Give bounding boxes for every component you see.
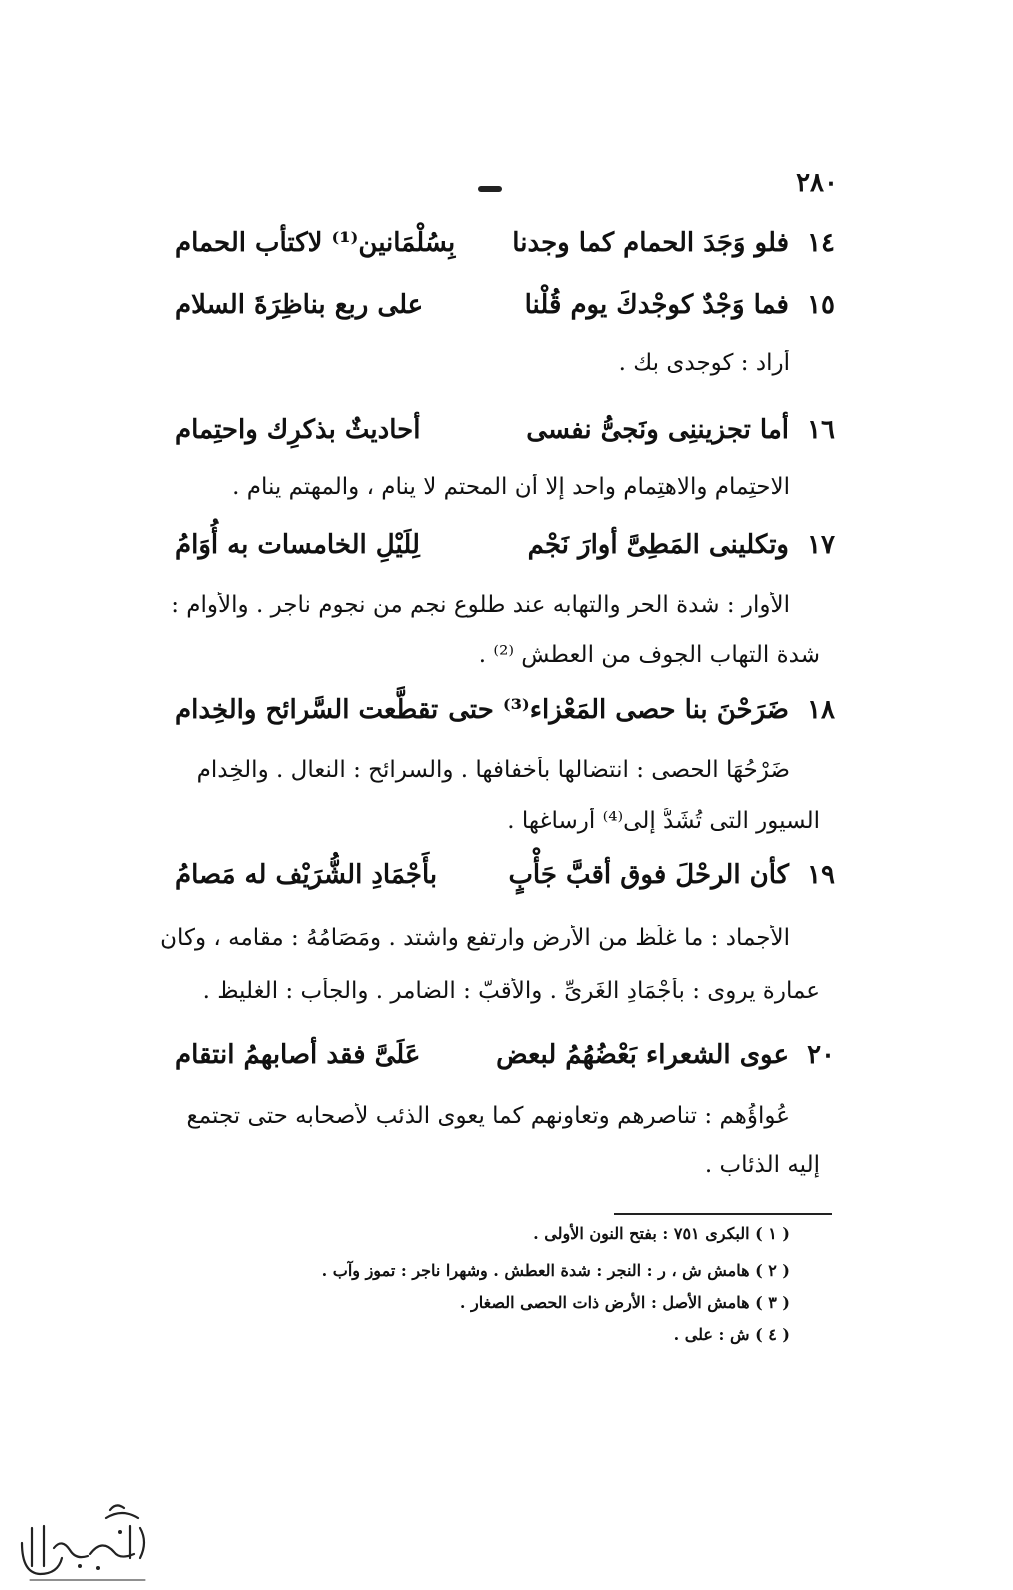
verse-number: ٢٠ — [807, 1040, 835, 1070]
verse-hemistich-first: أما تجزيننِى ونَجىُّ نفسى — [526, 415, 789, 445]
verse-hemistich-first: عوى الشعراء بَعْضُهُمُ لبعض — [496, 1040, 789, 1070]
footnote: ( ٤ ) ش : على . — [673, 1325, 790, 1344]
verse-hemistich-second: أحاديثٌ بذكرِك واحتِمام — [175, 415, 421, 445]
footnote: ( ٣ ) هامش الأصل : الأرض ذات الحصى الصغار . — [459, 1293, 790, 1312]
verse-line — [175, 695, 835, 739]
calligraphy-logo — [10, 1488, 160, 1588]
commentary-line: عمارة يروى : بأَجْمَادِ الغَرِىِّ . والأقبّ : الضامر . والجأْب : الغليظ . — [202, 978, 820, 1004]
verse-line — [175, 1040, 835, 1084]
verse-hemistich-first: فلو وَجَدَ الحمام كما وجدنا — [512, 228, 789, 258]
commentary-line: الاحتِمام والاهتِمام واحد إلا أن المحتم لا ينام ، والمهتم ينام . — [232, 474, 790, 500]
commentary-line: ضَرْحُهَا الحصى : انتضالها بأخفافها . والسرائح : النعال . والخِدام — [196, 757, 790, 783]
verse-number: ١٧ — [807, 530, 835, 560]
page-number: ٢٨٠ — [796, 168, 838, 198]
verse-number: ١٩ — [807, 860, 835, 890]
ornament-mark — [478, 186, 502, 192]
verse-number: ١٦ — [807, 415, 835, 445]
commentary-line: أراد : كوجدى بك . — [618, 350, 790, 376]
footnote-divider — [614, 1213, 832, 1215]
verse-hemistich-second: على ربع بناظِرَةَ السلام — [175, 290, 424, 320]
verse-hemistich-second: عَلَىَّ فقد أصابهمُ انتقام — [175, 1040, 421, 1070]
commentary-line: السيور التى تُشَدُّ إلى⁽⁴⁾ أرساغها . — [507, 808, 820, 834]
verse-line — [175, 860, 835, 904]
verse-line — [175, 530, 835, 574]
verse-hemistich-second: بِسُلْمَانين⁽¹⁾ لاكتأب الحمام — [175, 228, 456, 258]
footnote: ( ١ ) البكرى ٧٥١ : بفتح النون الأولى . — [533, 1224, 790, 1243]
commentary-line: عُواؤُهم : تناصرهم وتعاونهم كما يعوى الذئب لأصحابه حتى تجتمع — [186, 1103, 790, 1129]
verse-hemistich-second: لِلَيْلِ الخامسات به أُوَامُ — [175, 530, 420, 560]
commentary-line: الأَجماد : ما غلُظ من الأرض وارتفع واشتد . ومَصَامُهُ : مقامه ، وكان — [160, 925, 790, 951]
verse-hemistich-first: كأن الرحْلَ فوق أقبَّ جَأْبٍ — [508, 860, 789, 890]
verse-hemistich-second: بأَجْمَادِ الشُّرَيْف له مَصامُ — [175, 860, 438, 890]
verse-hemistich-first: ضَرَحْنَ بنا حصى المَعْزاء⁽³⁾ حتى — [448, 695, 789, 725]
verse-line — [175, 415, 835, 459]
verse-hemistich-second: تقطَّعت السَّرائح والخِدام — [175, 695, 439, 725]
verse-line — [175, 228, 835, 272]
commentary-line: إليه الذئاب . — [704, 1152, 820, 1178]
verse-hemistich-first: فما وَجْدٌ كوجْدكَ يوم قُلْنا — [524, 290, 789, 320]
verse-hemistich-first: وتكلينى المَطِىَّ أوارَ نَجْم — [527, 530, 789, 560]
verse-number: ١٤ — [807, 228, 835, 258]
commentary-line: الأُوار : شدة الحر والتهابه عند طلوع نجم من نجوم ناجر . والأُوام : — [171, 592, 790, 618]
commentary-line: شدة التهاب الجوف من العطش ⁽²⁾ . — [478, 642, 820, 668]
verse-line — [175, 290, 835, 334]
verse-number: ١٨ — [807, 695, 835, 725]
verse-number: ١٥ — [807, 290, 835, 320]
footnote: ( ٢ ) هامش ش ، ر : النجر : شدة العطش . وشهرا ناجر : تموز وآب . — [321, 1261, 790, 1280]
